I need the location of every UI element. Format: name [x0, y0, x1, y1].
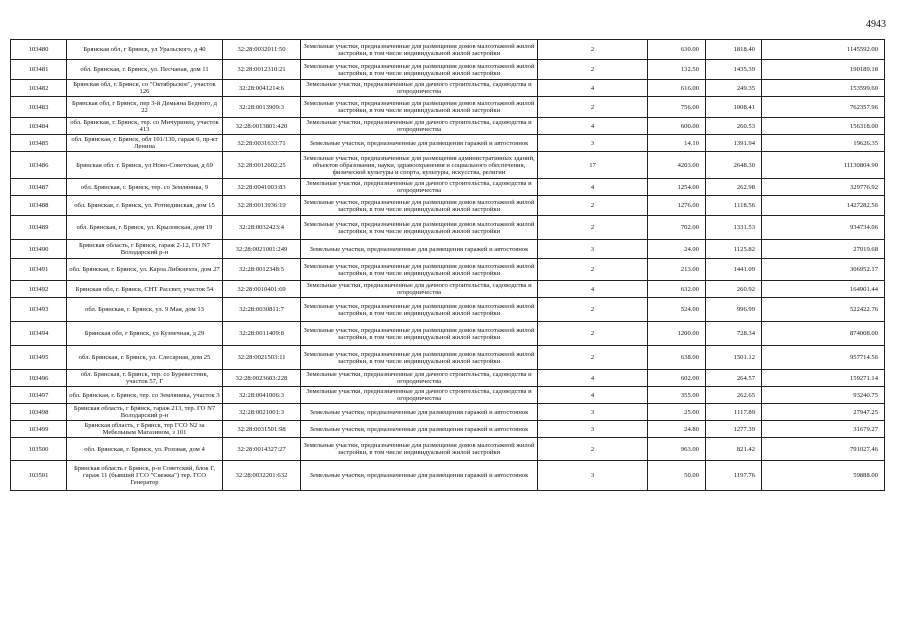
table-row — [11, 118, 885, 135]
land-use-cell: Земельные участки, предназначенные для дачного строительства, садоводства и огородничества — [301, 281, 538, 298]
area-cell: 355.00 — [648, 387, 706, 404]
area-cell: 132.50 — [648, 60, 706, 80]
address-cell: обл. Брянская, г. Брянск, ул. Карла Либкнехта, дом 27 — [67, 259, 223, 281]
row-id: 103481 — [11, 60, 67, 80]
cadastral-number-cell: 32:28:0041214:6 — [223, 80, 301, 97]
cadastral-value-cell: 1427282.56 — [762, 196, 885, 216]
group-cell: 3 — [538, 461, 648, 491]
cadastral-number-cell: 32:28:0041006:3 — [223, 387, 301, 404]
price-cell: 1435.39 — [706, 60, 762, 80]
row-id: 103490 — [11, 240, 67, 259]
group-cell: 2 — [538, 40, 648, 60]
price-cell: 1008.41 — [706, 97, 762, 118]
cadastral-number-cell: 32:28:0013801:420 — [223, 118, 301, 135]
group-cell: 2 — [538, 259, 648, 281]
land-use-cell: Земельные участки, предназначенные для размещения домов малоэтажной жилой застройки, в том числе индивидуальной жилой застройки — [301, 97, 538, 118]
price-cell: 1277.39 — [706, 421, 762, 438]
land-use-cell: Земельные участки, предназначенные для размещения гаражей и автостоянок — [301, 404, 538, 421]
group-cell: 3 — [538, 404, 648, 421]
area-cell: 24.80 — [648, 421, 706, 438]
address-cell: Брянская область г Брянск, р-н Советский, блок Г, гараж 11 (бывший ГСО "Свежка") тер. ГСО Генератор — [67, 461, 223, 491]
group-cell: 2 — [538, 97, 648, 118]
group-cell: 17 — [538, 152, 648, 179]
table-row — [11, 97, 885, 118]
table-row — [11, 40, 885, 60]
group-cell: 2 — [538, 438, 648, 461]
group-cell: 3 — [538, 135, 648, 152]
cadastral-number-cell: 32:28:0011409:8 — [223, 322, 301, 346]
area-cell: 632.00 — [648, 281, 706, 298]
address-cell: Брянская обл, г Брянск, ул Уральского, д 40 — [67, 40, 223, 60]
cadastral-value-cell: 934734.06 — [762, 216, 885, 240]
cadastral-number-cell: 32:28:0021503:11 — [223, 346, 301, 370]
price-cell: 264.57 — [706, 370, 762, 387]
cadastral-value-cell: 19626.35 — [762, 135, 885, 152]
area-cell: 1254.00 — [648, 179, 706, 196]
cadastral-value-cell: 164901.44 — [762, 281, 885, 298]
cadastral-value-cell: 762357.96 — [762, 97, 885, 118]
address-cell: Брянская обл. г. Брянск, ул Ново-Советская, д 69 — [67, 152, 223, 179]
row-id: 103497 — [11, 387, 67, 404]
cadastral-number-cell: 32:28:0032423:4 — [223, 216, 301, 240]
price-cell: 1197.76 — [706, 461, 762, 491]
land-use-cell: Земельные участки, предназначенные для размещения домов малоэтажной жилой застройки, в том числе индивидуальной жилой застройки — [301, 196, 538, 216]
row-id: 103484 — [11, 118, 67, 135]
group-cell: 4 — [538, 370, 648, 387]
address-cell: Брянская обл, г. Брянск, СНТ Рассвет, участок 54 — [67, 281, 223, 298]
cadastral-number-cell: 32:28:0032201:632 — [223, 461, 301, 491]
land-use-cell: Земельные участки, предназначенные для дачного строительства, садоводства и огородничества — [301, 370, 538, 387]
cadastral-value-cell: 957714.56 — [762, 346, 885, 370]
area-cell: 638.00 — [648, 346, 706, 370]
table-row — [11, 281, 885, 298]
cadastral-value-cell: 522422.76 — [762, 298, 885, 322]
cadastral-number-cell: 32:28:0030811:7 — [223, 298, 301, 322]
table-row — [11, 259, 885, 281]
area-cell: 50.00 — [648, 461, 706, 491]
area-cell: 630.00 — [648, 40, 706, 60]
cadastral-number-cell: 32:28:0010401:69 — [223, 281, 301, 298]
table-row — [11, 216, 885, 240]
cadastral-number-cell: 32:28:0013936:19 — [223, 196, 301, 216]
table-row — [11, 322, 885, 346]
price-cell: 1117.89 — [706, 404, 762, 421]
address-cell: Брянская область, г Брянск, тер ГСО N2 за Мебельным Магазином, з 101 — [67, 421, 223, 438]
row-id: 103496 — [11, 370, 67, 387]
area-cell: 1200.00 — [648, 322, 706, 346]
group-cell: 2 — [538, 216, 648, 240]
land-use-cell: Земельные участки, предназначенные для дачного строительства, садоводства и огородничества — [301, 387, 538, 404]
cadastral-value-cell: 791027.46 — [762, 438, 885, 461]
cadastral-value-cell: 190189.18 — [762, 60, 885, 80]
address-cell: обл. Брянская, г. Брянск, ул. Ротнединская, дом 15 — [67, 196, 223, 216]
table-row — [11, 60, 885, 80]
table-row — [11, 196, 885, 216]
table-row — [11, 370, 885, 387]
land-registry-table — [10, 39, 885, 491]
area-cell: 1276.00 — [648, 196, 706, 216]
land-use-cell: Земельные участки, предназначенные для размещения домов малоэтажной жилой застройки, в том числе индивидуальной жилой застройки — [301, 298, 538, 322]
land-use-cell: Земельные участки, предназначенные для размещения домов малоэтажной жилой застройки, в том числе индивидуальной жилой застройки — [301, 216, 538, 240]
area-cell: 963.00 — [648, 438, 706, 461]
group-cell: 4 — [538, 179, 648, 196]
price-cell: 2648.30 — [706, 152, 762, 179]
cadastral-number-cell: 32:28:0012310:21 — [223, 60, 301, 80]
row-id: 103486 — [11, 152, 67, 179]
area-cell: 4203.00 — [648, 152, 706, 179]
table-row — [11, 387, 885, 404]
cadastral-value-cell: 59888.00 — [762, 461, 885, 491]
area-cell: 24.00 — [648, 240, 706, 259]
row-id: 103483 — [11, 97, 67, 118]
address-cell: обл. Брянская, г. Брянск, ул. Песчаная, дом 11 — [67, 60, 223, 80]
price-cell: 262.65 — [706, 387, 762, 404]
cadastral-number-cell: 32:28:0021001:249 — [223, 240, 301, 259]
group-cell: 2 — [538, 322, 648, 346]
cadastral-number-cell: 32:28:0041003:83 — [223, 179, 301, 196]
cadastral-number-cell: 32:28:0032011:50 — [223, 40, 301, 60]
address-cell: обл. Брянская, г. Брянск, ул. 9 Мая, дом 13 — [67, 298, 223, 322]
address-cell: Брянская обл, г Брянск, пер 3-й Демьяна Бедного, д 22 — [67, 97, 223, 118]
land-use-cell: Земельные участки, предназначенные для размещения домов малоэтажной жилой застройки, в том числе индивидуальной жилой застройки — [301, 438, 538, 461]
area-cell: 756.00 — [648, 97, 706, 118]
table-row — [11, 438, 885, 461]
price-cell: 1331.53 — [706, 216, 762, 240]
cadastral-number-cell: 32:28:0031501:98 — [223, 421, 301, 438]
registry-body — [11, 40, 885, 491]
row-id: 103498 — [11, 404, 67, 421]
cadastral-value-cell: 874008.00 — [762, 322, 885, 346]
row-id: 103494 — [11, 322, 67, 346]
price-cell: 1118.56 — [706, 196, 762, 216]
group-cell: 2 — [538, 196, 648, 216]
address-cell: Брянская обл, г Брянск, ул Кузнечная, д 29 — [67, 322, 223, 346]
land-use-cell: Земельные участки, предназначенные для дачного строительства, садоводства и огородничества — [301, 179, 538, 196]
row-id: 103489 — [11, 216, 67, 240]
address-cell: обл. Брянская, г. Брянск, тер. со Буревестник, участок 57, Г — [67, 370, 223, 387]
price-cell: 1441.09 — [706, 259, 762, 281]
land-use-cell: Земельные участки, предназначенные для размещения гаражей и автостоянок — [301, 421, 538, 438]
area-cell: 602.00 — [648, 370, 706, 387]
land-use-cell: Земельные участки, предназначенные для размещения административных зданий, объектов образования, науки, здравоохранения и социального обеспечения, физической культуры и спорта, культуры, искусства, религии — [301, 152, 538, 179]
group-cell: 4 — [538, 387, 648, 404]
cadastral-number-cell: 32:28:0012602:25 — [223, 152, 301, 179]
cadastral-value-cell: 329776.92 — [762, 179, 885, 196]
row-id: 103501 — [11, 461, 67, 491]
cadastral-number-cell: 32:28:0023603:228 — [223, 370, 301, 387]
group-cell: 4 — [538, 118, 648, 135]
land-use-cell: Земельные участки, предназначенные для размещения гаражей и автостоянок — [301, 461, 538, 491]
address-cell: обл. Брянская, г. Брянск, тер. со Земляника, участок 3 — [67, 387, 223, 404]
cadastral-value-cell: 153599.60 — [762, 80, 885, 97]
table-row — [11, 80, 885, 97]
row-id: 103482 — [11, 80, 67, 97]
table-row — [11, 298, 885, 322]
group-cell: 2 — [538, 298, 648, 322]
cadastral-number-cell: 32:28:0012348:5 — [223, 259, 301, 281]
price-cell: 1818.40 — [706, 40, 762, 60]
row-id: 103491 — [11, 259, 67, 281]
area-cell: 616.00 — [648, 80, 706, 97]
land-use-cell: Земельные участки, предназначенные для размещения гаражей и автостоянок — [301, 240, 538, 259]
group-cell: 4 — [538, 80, 648, 97]
table-row — [11, 421, 885, 438]
cadastral-value-cell: 27947.25 — [762, 404, 885, 421]
price-cell: 260.53 — [706, 118, 762, 135]
cadastral-number-cell: 32:28:0014327:27 — [223, 438, 301, 461]
price-cell: 728.34 — [706, 322, 762, 346]
row-id: 103495 — [11, 346, 67, 370]
price-cell: 1125.82 — [706, 240, 762, 259]
address-cell: обл. Брянская, г. Брянск, ул. Крыловская, дом 19 — [67, 216, 223, 240]
cadastral-value-cell: 159271.14 — [762, 370, 885, 387]
land-use-cell: Земельные участки, предназначенные для размещения домов малоэтажной жилой застройки, в том числе индивидуальной жилой застройки — [301, 322, 538, 346]
land-use-cell: Земельные участки, предназначенные для размещения домов малоэтажной жилой застройки, в том числе индивидуальной жилой застройки — [301, 40, 538, 60]
land-use-cell: Земельные участки, предназначенные для размещения домов малоэтажной жилой застройки, в том числе индивидуальной жилой застройки — [301, 60, 538, 80]
address-cell: Брянская область, г Брянск, гараж 213, тер. ГО N7 Володарский р-н — [67, 404, 223, 421]
land-use-cell: Земельные участки, предназначенные для размещения гаражей и автостоянок — [301, 135, 538, 152]
land-use-cell: Земельные участки, предназначенные для размещения домов малоэтажной жилой застройки, в том числе индивидуальной жилой застройки — [301, 259, 538, 281]
row-id: 103493 — [11, 298, 67, 322]
row-id: 103480 — [11, 40, 67, 60]
land-use-cell: Земельные участки, предназначенные для размещения домов малоэтажной жилой застройки, в том числе индивидуальной жилой застройки — [301, 346, 538, 370]
area-cell: 25.00 — [648, 404, 706, 421]
row-id: 103487 — [11, 179, 67, 196]
row-id: 103488 — [11, 196, 67, 216]
page-number: 4943 — [866, 19, 886, 30]
area-cell: 702.00 — [648, 216, 706, 240]
cadastral-value-cell: 11130804.90 — [762, 152, 885, 179]
price-cell: 260.92 — [706, 281, 762, 298]
table-row — [11, 179, 885, 196]
cadastral-value-cell: 1145592.00 — [762, 40, 885, 60]
cadastral-value-cell: 93240.75 — [762, 387, 885, 404]
row-id: 103499 — [11, 421, 67, 438]
table-row — [11, 461, 885, 491]
price-cell: 821.42 — [706, 438, 762, 461]
cadastral-number-cell: 32:28:0021001:3 — [223, 404, 301, 421]
group-cell: 2 — [538, 346, 648, 370]
row-id: 103500 — [11, 438, 67, 461]
table-row — [11, 135, 885, 152]
price-cell: 262.98 — [706, 179, 762, 196]
cadastral-value-cell: 156318.00 — [762, 118, 885, 135]
address-cell: обл. Брянская, г. Брянск, тер. со Мичуринец, участок 413 — [67, 118, 223, 135]
price-cell: 1501.12 — [706, 346, 762, 370]
price-cell: 996.99 — [706, 298, 762, 322]
group-cell: 3 — [538, 421, 648, 438]
table-row — [11, 346, 885, 370]
group-cell: 3 — [538, 240, 648, 259]
group-cell: 2 — [538, 60, 648, 80]
price-cell: 249.35 — [706, 80, 762, 97]
row-id: 103485 — [11, 135, 67, 152]
address-cell: обл. Брянская, г. Брянск, ул. Слесарная, дом 25 — [67, 346, 223, 370]
address-cell: обл. Брянская, г. Брянск, тер. со Земляника, 9 — [67, 179, 223, 196]
row-id: 103492 — [11, 281, 67, 298]
cadastral-value-cell: 31679.27 — [762, 421, 885, 438]
cadastral-value-cell: 27019.68 — [762, 240, 885, 259]
area-cell: 524.00 — [648, 298, 706, 322]
area-cell: 213.00 — [648, 259, 706, 281]
price-cell: 1391.94 — [706, 135, 762, 152]
table-row — [11, 404, 885, 421]
cadastral-value-cell: 306952.17 — [762, 259, 885, 281]
address-cell: Брянская обл, г. Брянск, со "Октябрьское", участок 126 — [67, 80, 223, 97]
address-cell: обл. Брянская, г. Брянск, обл 101/130, гараж 6, пр-кт Ленина — [67, 135, 223, 152]
area-cell: 14.10 — [648, 135, 706, 152]
cadastral-number-cell: 32:28:0031633:71 — [223, 135, 301, 152]
land-use-cell: Земельные участки, предназначенные для дачного строительства, садоводства и огородничества — [301, 118, 538, 135]
land-use-cell: Земельные участки, предназначенные для дачного строительства, садоводства и огородничества — [301, 80, 538, 97]
table-row — [11, 152, 885, 179]
area-cell: 600.00 — [648, 118, 706, 135]
group-cell: 4 — [538, 281, 648, 298]
cadastral-number-cell: 32:28:0013909:3 — [223, 97, 301, 118]
address-cell: Брянская область, г Брянск, гараж 2-12, ГО N7 Володарский р-н — [67, 240, 223, 259]
address-cell: обл. Брянская, г. Брянск, ул. Розовая, дом 4 — [67, 438, 223, 461]
table-row — [11, 240, 885, 259]
